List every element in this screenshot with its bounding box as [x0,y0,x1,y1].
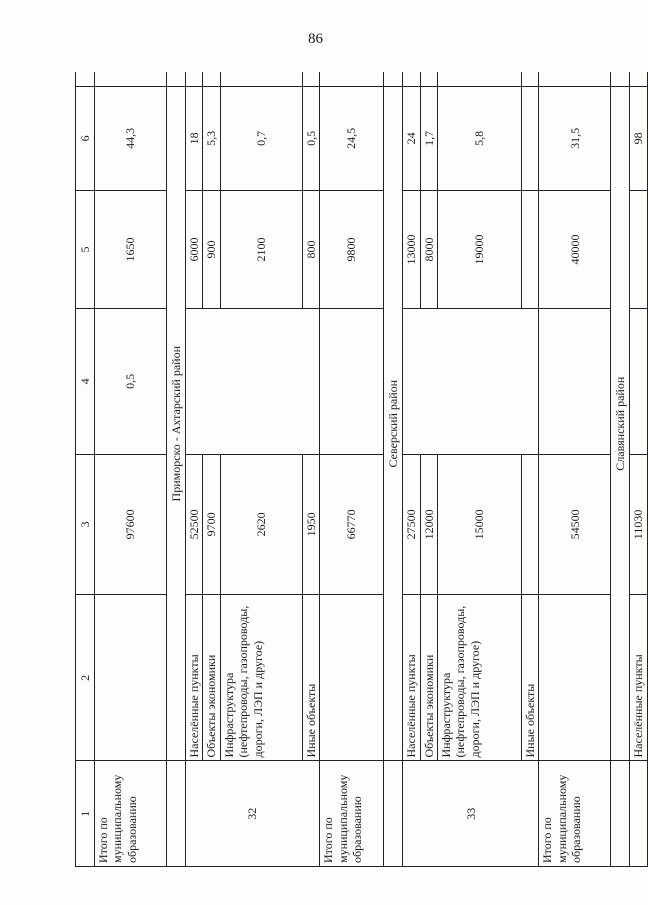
spacer-cell [539,72,611,86]
cell: 44,3 [95,86,167,190]
cell: 0,5 [302,86,319,190]
cell: 24,5 [320,86,384,190]
total-label: Итого по муниципальному образованию [539,761,611,867]
cell: 5,8 [437,86,521,190]
spacer-cell [186,72,203,86]
cell: 11030 [630,454,647,595]
table-row [203,72,220,867]
row-number: 33 [403,761,539,867]
table-row [539,72,611,867]
row-name: Объекты экономики [203,595,220,761]
cell: 98 [630,86,647,190]
spacer-cell [403,72,420,86]
cell [167,761,186,867]
table-row [320,72,384,867]
table-row [220,72,302,867]
cell: 9700 [203,454,220,595]
row-name: Населённые пункты [630,595,647,761]
spacer-cell [437,72,521,86]
table-row [302,72,319,867]
cell [521,190,538,308]
cell: 12000 [420,454,437,595]
spacer-cell [611,72,630,86]
header-cell-1: 1 [76,761,95,867]
cell: 0,5 [95,309,167,454]
region-name: Приморско - Ахтарский район [167,86,186,761]
cell: 54500 [539,454,611,595]
cell: 1950 [302,454,319,595]
total-label: Итого по муниципальному образованию [95,761,167,867]
row-name: Объекты экономики [420,595,437,761]
spacer-cell [420,72,437,86]
row-name: Инфраструктура (нефтепроводы, газопроводы, дороги, ЛЭП и другое) [220,595,302,761]
spacer-cell [320,72,384,86]
header-cell-4: 4 [76,309,95,454]
data-table [75,72,648,867]
cell: 5,3 [203,86,220,190]
header-cell-5: 5 [76,190,95,308]
cell [611,761,630,867]
cell [320,309,384,454]
cell: 2620 [220,454,302,595]
table-row [420,72,437,867]
cell: 31,5 [539,86,611,190]
header-cell-6: 6 [76,86,95,190]
cell [630,190,647,308]
header-cell-3: 3 [76,454,95,595]
spacer-cell [203,72,220,86]
cell [384,761,403,867]
region-row [611,72,630,867]
table-row [521,72,538,867]
header-cell-2: 2 [76,595,95,761]
row-name: Населённые пункты [186,595,203,761]
cell: 27500 [403,454,420,595]
spacer-cell [167,72,186,86]
cell [539,595,611,761]
cell: 97600 [95,454,167,595]
cell: 18 [186,86,203,190]
spacer-cell [384,72,403,86]
cell: 900 [203,190,220,308]
spacer-cell [95,72,167,86]
cell [630,309,647,454]
cell: 19000 [437,190,521,308]
region-row [167,72,186,867]
row-name: Иные объекты [521,595,538,761]
cell: 9800 [320,190,384,308]
row-name: Инфраструктура (нефтепроводы, газопроводы, дороги, ЛЭП и другое) [437,595,521,761]
cell [95,595,167,761]
cell: 1650 [95,190,167,308]
row-name: Населённые пункты [403,595,420,761]
cell: 66770 [320,454,384,595]
cell: 8000 [420,190,437,308]
cell: 800 [302,190,319,308]
cell [539,309,611,454]
row-number: 32 [186,761,320,867]
region-row [384,72,403,867]
cell: 15000 [437,454,521,595]
header-row [76,72,95,867]
region-name: Славянский район [611,86,630,761]
cell [630,761,647,867]
cell: 40000 [539,190,611,308]
page-number: 86 [308,31,323,47]
table-row [95,72,167,867]
cell: 24 [403,86,420,190]
cell [521,86,538,190]
spacer-cell [521,72,538,86]
cell [320,595,384,761]
cell: 1,7 [420,86,437,190]
cell [186,309,320,454]
spacer-cell [220,72,302,86]
cell: 52500 [186,454,203,595]
spacer-cell [630,72,647,86]
table-row [403,72,420,867]
cell [403,309,539,454]
rotated-table-wrapper [75,72,646,867]
cell [521,454,538,595]
cell: 2100 [220,190,302,308]
total-label: Итого по муниципальному образованию [320,761,384,867]
cell: 0,7 [220,86,302,190]
table-row [437,72,521,867]
table-row [630,72,647,867]
cell: 6000 [186,190,203,308]
spacer-cell [302,72,319,86]
cell: 13000 [403,190,420,308]
region-name: Северский район [384,86,403,761]
table-row [186,72,203,867]
spacer-cell [76,72,95,86]
row-name: Иные объекты [302,595,319,761]
